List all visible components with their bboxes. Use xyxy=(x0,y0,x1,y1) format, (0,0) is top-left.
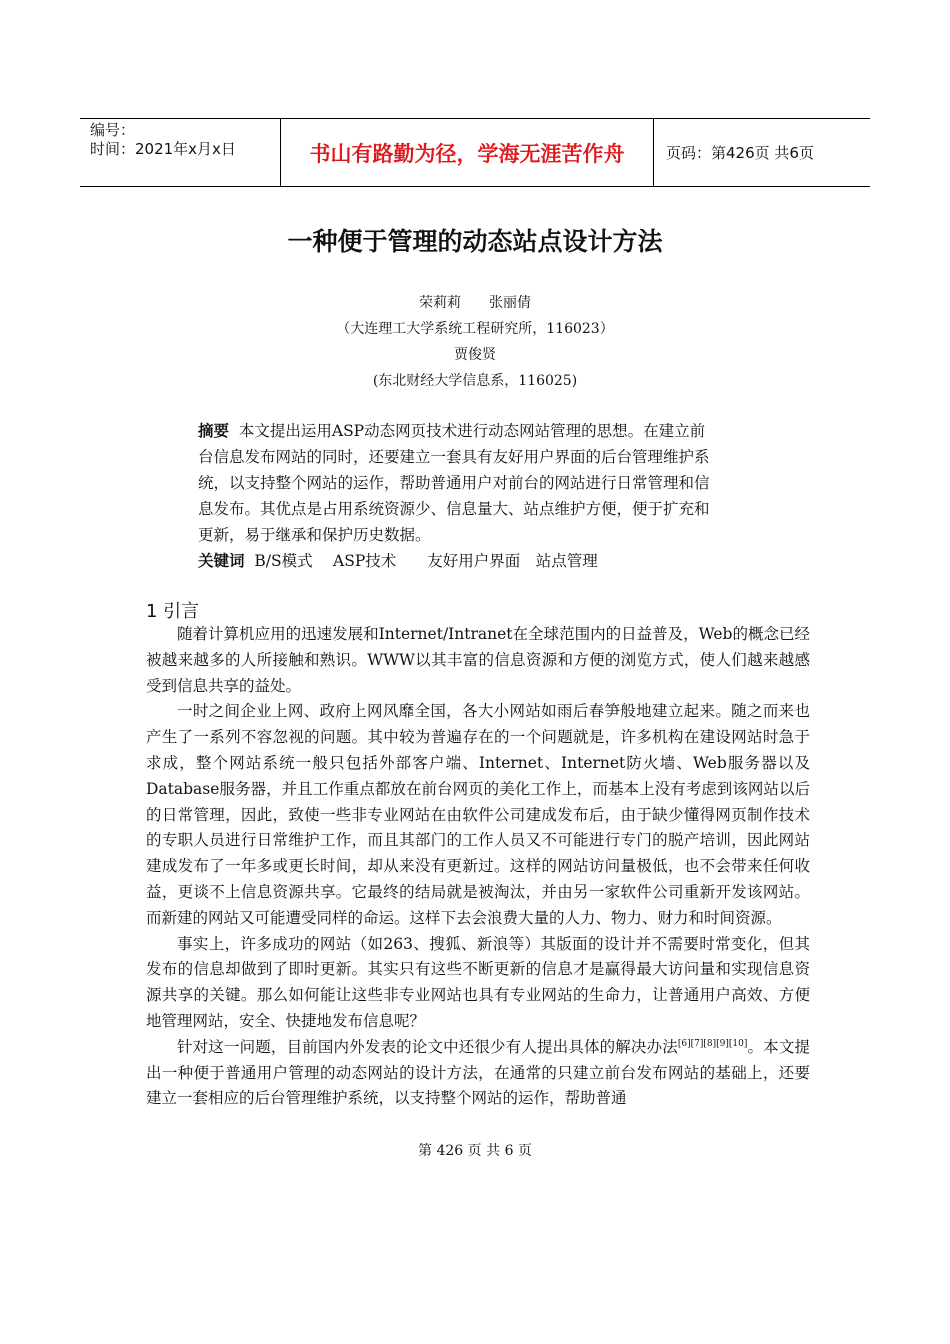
page-code: 页码：第426页 共6页 xyxy=(666,144,814,162)
motto: 书山有路勤为径，学海无涯苦作舟 xyxy=(280,119,654,186)
authors-line-1: 荣莉莉 张丽倩 xyxy=(419,295,531,311)
paragraph: 一时之间企业上网、政府上网风靡全国，各大小网站如雨后春笋般地建立起来。随之而来也产生了一系列不容忽视的问题。其中较为普遍存在的一个问题就是，许多机构在建设网站时急于求成，整个网站系统一般只包括外部客户端、Internet、Internet防火墙、Web服务器以及Database服务器，并且工作重点都放在前台网页的美化工作上，而基本上没有考虑到该网站以后的日常管理，因此，致使一些非专业网站在由软件公司建成发布后，由于缺少懂得网页制作技术的专职人员进行日常维护工作，而且其部门的工作人员又不可能进行专门的脱产培训，因此网站建成发布了一年多或更长时间，却从来没有更新过。这样的网站访问量极低，也不会带来任何收益，更谈不上信息资源共享。它最终的结局就是被淘汰，并由另一家软件公司重新开发该网站。而新建的网站又可能遭受同样的命运。这样下去会浪费大量的人力、物力、财力和时间资源。 xyxy=(146,702,810,927)
paragraph: 随着计算机应用的迅速发展和Internet/Intranet在全球范围内的日益普及，Web的概念已经被越来越多的人所接触和熟识。WWW以其丰富的信息资源和方便的浏览方式，使人们越来越感受到信息共享的益处。 xyxy=(146,625,810,695)
abstract-line: 摘要 本文提出运用ASP动态网页技术进行动态网站管理的思想。在建立前 xyxy=(198,422,706,440)
body-text xyxy=(146,622,810,1112)
header-info-cell xyxy=(80,119,280,186)
page-footer: 第 426 页 共 6 页 xyxy=(418,1143,532,1159)
affiliation-1: （大连理工大学系统工程研究所，116023） xyxy=(336,321,614,337)
citation-refs: [6][7][8][9][10] xyxy=(677,1038,748,1049)
affiliation-2: (东北财经大学信息系，116025) xyxy=(372,373,578,389)
paragraph: 针对这一问题，目前国内外发表的论文中还很少有人提出具体的解决办法[6][7][8][9][10]。本文提出一种便于普通用户管理的动态网站的设计方法，在通常的只建立前台发布网站的基础上，还要建立一套相应的后台管理维护系统，以支持整个网站的运作，帮助普通 xyxy=(146,1037,810,1108)
abstract-line: 更新，易于继承和保护历史数据。 xyxy=(198,526,431,544)
abstract-line: 统，以支持整个网站的运作，帮助普通用户对前台的网站进行日常管理和信 xyxy=(198,474,710,492)
keywords-label: 关键词 xyxy=(198,552,245,570)
section-heading: 1 引言 xyxy=(146,601,200,622)
paragraph: 事实上，许多成功的网站（如263、搜狐、新浪等）其版面的设计并不需要时常变化，但其发布的信息却做到了即时更新。其实只有这些不断更新的信息才是赢得最大访问量和实现信息资源共享的关键。那么如何能让这些非专业网站也具有专业网站的生命力，让普通用户高效、方便地管理网站，安全、快捷地发布信息呢？ xyxy=(146,934,810,1030)
keywords: B/S模式 ASP技术 友好用户界面 站点管理 xyxy=(254,552,598,570)
header-table xyxy=(80,118,870,187)
abstract-line: 台信息发布网站的同时，还要建立一套具有友好用户界面的后台管理维护系 xyxy=(198,448,710,466)
abstract-line: 息发布。其优点是占用系统资源少、信息量大、站点维护方便，便于扩充和 xyxy=(198,500,710,518)
document-title: 一种便于管理的动态站点设计方法 xyxy=(287,227,663,256)
number-label: 编号： xyxy=(90,121,136,139)
abstract xyxy=(198,418,758,574)
time-label: 时间：2021年x月x日 xyxy=(90,140,236,158)
abstract-label: 摘要 xyxy=(198,422,230,440)
keywords-line xyxy=(198,548,758,574)
authors-line-2: 贾俊贤 xyxy=(454,347,496,363)
